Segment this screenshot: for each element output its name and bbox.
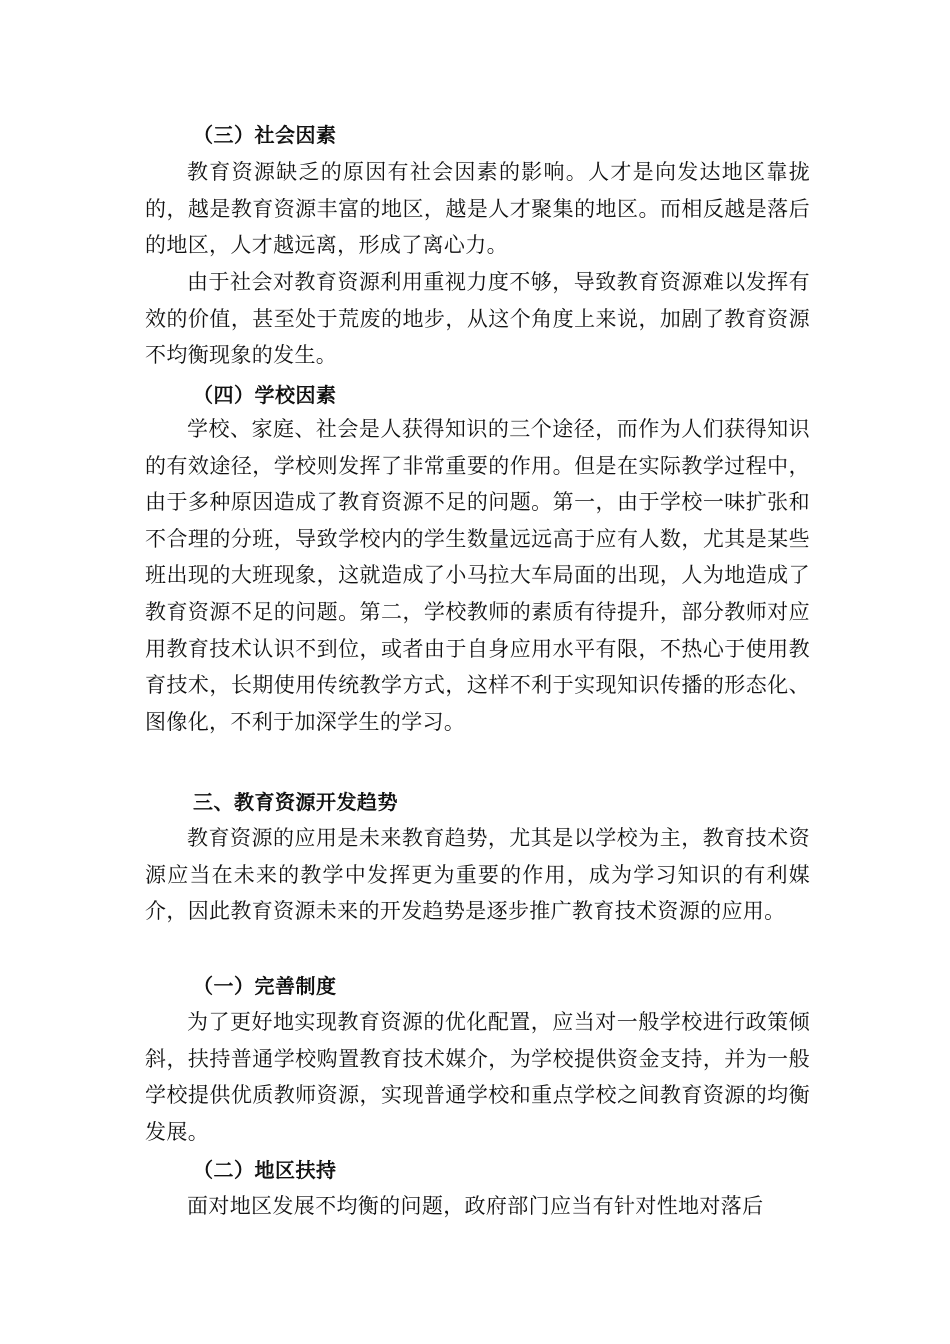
paragraph-social-factors-1: 教育资源缺乏的原因有社会因素的影响。人才是向发达地区靠拢的，越是教育资源丰富的地区，越是人才聚集的地区。而相反越是落后的地区，人才越远离，形成了离心力。: [145, 160, 810, 258]
paragraph-social-factors-2: 由于社会对教育资源利用重视力度不够，导致教育资源难以发挥有效的价值，甚至处于荒废的地步，从这个角度上来说，加剧了教育资源不均衡现象的发生。: [145, 270, 810, 368]
section-heading-improve-system: （一）完善制度: [193, 974, 337, 998]
paragraph-regional-support: 面对地区发展不均衡的问题，政府部门应当有针对性地对落后: [187, 1194, 764, 1218]
paragraph-school-factors: 学校、家庭、社会是人获得知识的三个途径，而作为人们获得知识的有效途径，学校则发挥了非常重要的作用。但是在实际教学过程中，由于多种原因造成了教育资源不足的问题。第一，由于学校一味扩张和不合理的分班，导致学校内的学生数量远远高于应有人数，尤其是某些班出现的大班现象，这就造成了小马拉大车局面的出现，人为地造成了教育资源不足的问题。第二，学校教师的素质有待提升，部分教师对应用教育技术认识不到位，或者由于自身应用水平有限，不热心于使用教育技术，长期使用传统教学方式，这样不利于实现知识传播的形态化、图像化，不利于加深学生的学习。: [145, 417, 810, 734]
paragraph-development-trend: 教育资源的应用是未来教育趋势，尤其是以学校为主，教育技术资源应当在未来的教学中发挥更为重要的作用，成为学习知识的有利媒介，因此教育资源未来的开发趋势是逐步推广教育技术资源的应用。: [145, 826, 810, 924]
paragraph-improve-system: 为了更好地实现教育资源的优化配置，应当对一般学校进行政策倾斜，扶持普通学校购置教育技术媒介，为学校提供资金支持，并为一般学校提供优质教师资源，实现普通学校和重点学校之间教育资源的均衡发展。: [145, 1010, 810, 1144]
section-heading-regional-support: （二）地区扶持: [193, 1158, 337, 1182]
section-heading-social-factors: （三）社会因素: [193, 123, 337, 147]
section-heading-school-factors: （四）学校因素: [193, 383, 337, 407]
chapter-heading-development-trend: 三、教育资源开发趋势: [193, 790, 398, 814]
